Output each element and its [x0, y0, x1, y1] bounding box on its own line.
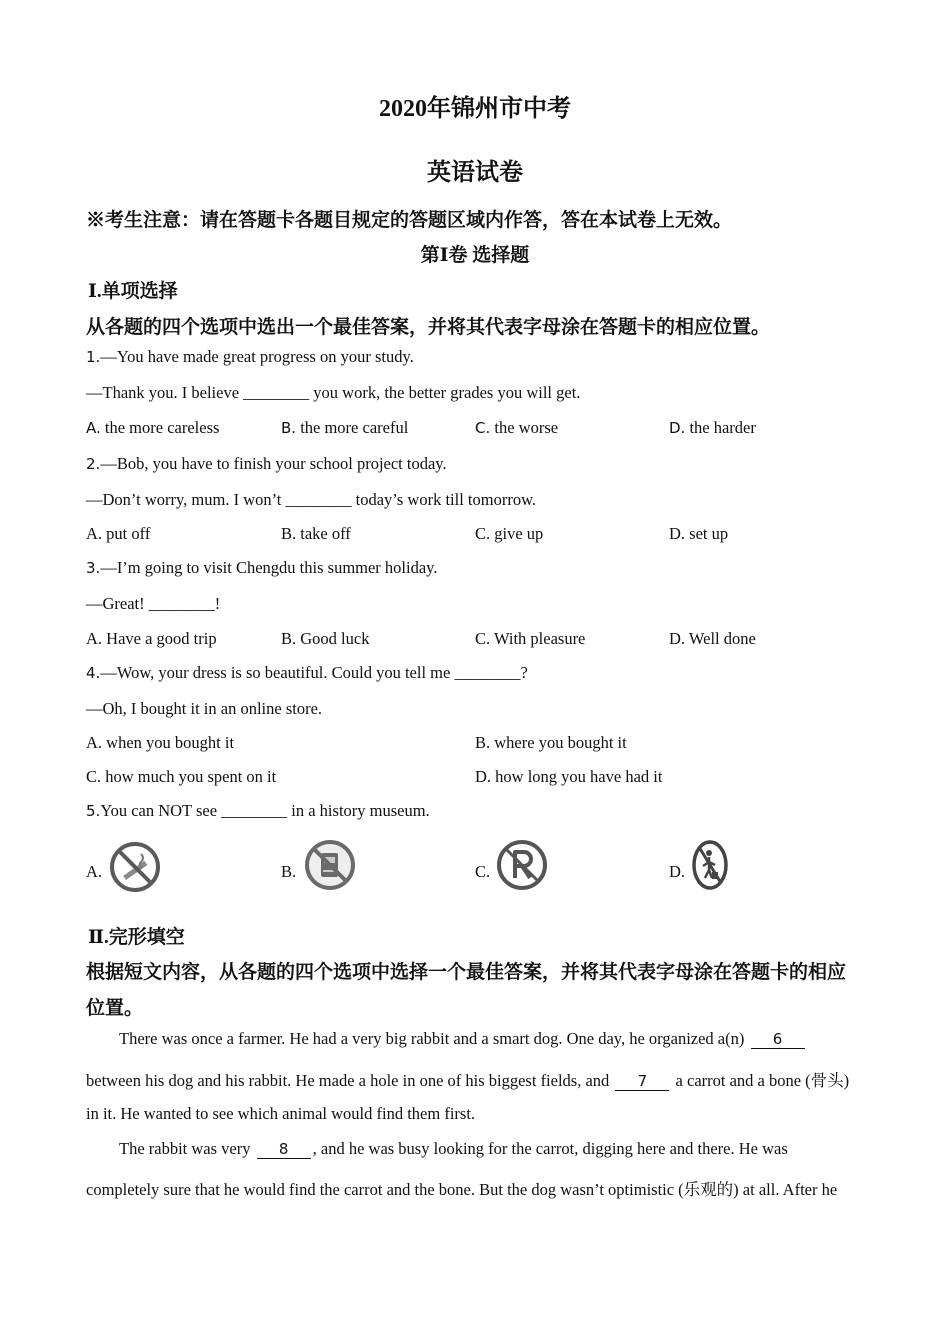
- option-letter: B.: [281, 419, 297, 437]
- no-parking-icon: [495, 838, 549, 892]
- passage-text: between his dog and his rabbit. He made a hole in one of his biggest fields, and: [86, 1071, 610, 1090]
- option-b[interactable]: B. where you bought it: [475, 733, 627, 752]
- option-d[interactable]: D. Well done: [669, 629, 756, 648]
- passage-line: in it. He wanted to see which animal would find them first.: [86, 1104, 476, 1123]
- no-littering-icon: [690, 838, 730, 892]
- option-d[interactable]: D. how long you have had it: [475, 767, 663, 786]
- option-c[interactable]: C. give up: [475, 524, 544, 543]
- question-5-prompt: [86, 801, 430, 821]
- passage-text: , and he was busy looking for the carrot, digging here and there. He was: [312, 1139, 788, 1158]
- question-text: —Bob, you have to finish your school project today.: [100, 454, 447, 473]
- option-letter: A.: [86, 419, 101, 437]
- question-number: 3.: [86, 559, 101, 577]
- option-d[interactable]: D.: [669, 862, 686, 881]
- exam-notice: ※考生注意：请在答题卡各题目规定的答题区域内作答，答在本试卷上无效。: [86, 210, 733, 231]
- passage-text: There was once a farmer. He had a very big rabbit and a smart dog. One day, he organized a(n): [119, 1029, 745, 1048]
- option-a[interactable]: A. when you bought it: [86, 733, 235, 752]
- option-text: the more careless: [100, 418, 220, 437]
- option-d[interactable]: [669, 418, 756, 438]
- option-c[interactable]: C. With pleasure: [475, 629, 586, 648]
- section2-instruction-cont: 位置。: [86, 998, 144, 1019]
- question-3-reply: —Great! ________!: [86, 594, 221, 613]
- question-1-reply: —Thank you. I believe ________ you work, the better grades you will get.: [86, 383, 581, 402]
- option-b[interactable]: B.: [281, 862, 297, 881]
- passage-line: [86, 1067, 849, 1091]
- option-b[interactable]: B. take off: [281, 524, 351, 543]
- section2-heading: Ⅱ.完形填空: [88, 927, 185, 948]
- question-2-prompt: [86, 454, 447, 474]
- passage-text: a carrot and a bone (骨头): [675, 1071, 850, 1090]
- question-text: —You have made great progress on your study.: [100, 347, 414, 366]
- section1-instruction: 从各题的四个选项中选出一个最佳答案，并将其代表字母涂在答题卡的相应位置。: [86, 317, 771, 338]
- option-c[interactable]: C. how much you spent on it: [86, 767, 277, 786]
- passage-text: The rabbit was very: [119, 1139, 251, 1158]
- no-smoking-icon: [108, 840, 162, 894]
- passage-line: completely sure that he would find the carrot and the bone. But the dog wasn’t optimistic (乐观的) at all. After he: [86, 1180, 838, 1199]
- question-4-reply: —Oh, I bought it in an online store.: [86, 699, 323, 718]
- option-d[interactable]: D. set up: [669, 524, 729, 543]
- question-2-reply: —Don’t worry, mum. I won’t ________ today’s work till tomorrow.: [86, 490, 537, 509]
- option-a[interactable]: A. Have a good trip: [86, 629, 217, 648]
- question-number: 4.: [86, 664, 101, 682]
- cloze-blank-8[interactable]: 8: [257, 1141, 311, 1159]
- option-text: the more careful: [296, 418, 409, 437]
- question-text: —Wow, your dress is so beautiful. Could you tell me ________?: [100, 663, 528, 682]
- option-letter: D.: [669, 419, 686, 437]
- question-3-prompt: [86, 558, 437, 578]
- question-number: 1.: [86, 348, 101, 366]
- option-letter: C.: [475, 419, 491, 437]
- question-number: 5.: [86, 802, 101, 820]
- exam-subtitle: 英语试卷: [427, 160, 523, 186]
- option-text: the worse: [490, 418, 559, 437]
- option-a[interactable]: A.: [86, 862, 103, 881]
- option-b[interactable]: B. Good luck: [281, 629, 370, 648]
- option-a[interactable]: [86, 418, 219, 438]
- question-number: 2.: [86, 455, 101, 473]
- option-text: the harder: [685, 418, 756, 437]
- volume-heading: 第Ⅰ卷 选择题: [420, 245, 530, 266]
- option-b[interactable]: [281, 418, 408, 438]
- exam-title: 2020年锦州市中考: [379, 96, 571, 122]
- question-1-prompt: [86, 347, 414, 367]
- section1-heading: Ⅰ.单项选择: [88, 281, 178, 302]
- cloze-blank-6[interactable]: 6: [751, 1031, 805, 1049]
- option-a[interactable]: A. put off: [86, 524, 151, 543]
- no-food-icon: [303, 838, 357, 892]
- section2-instruction: 根据短文内容，从各题的四个选项中选择一个最佳答案，并将其代表字母涂在答题卡的相应: [86, 962, 847, 983]
- option-c[interactable]: [475, 418, 558, 438]
- option-c[interactable]: C.: [475, 862, 491, 881]
- passage-line: [119, 1029, 807, 1049]
- question-4-prompt: [86, 663, 528, 683]
- question-text: You can NOT see ________ in a history museum.: [100, 801, 430, 820]
- question-text: —I’m going to visit Chengdu this summer holiday.: [100, 558, 438, 577]
- passage-line: [119, 1139, 788, 1159]
- cloze-blank-7[interactable]: 7: [615, 1073, 669, 1091]
